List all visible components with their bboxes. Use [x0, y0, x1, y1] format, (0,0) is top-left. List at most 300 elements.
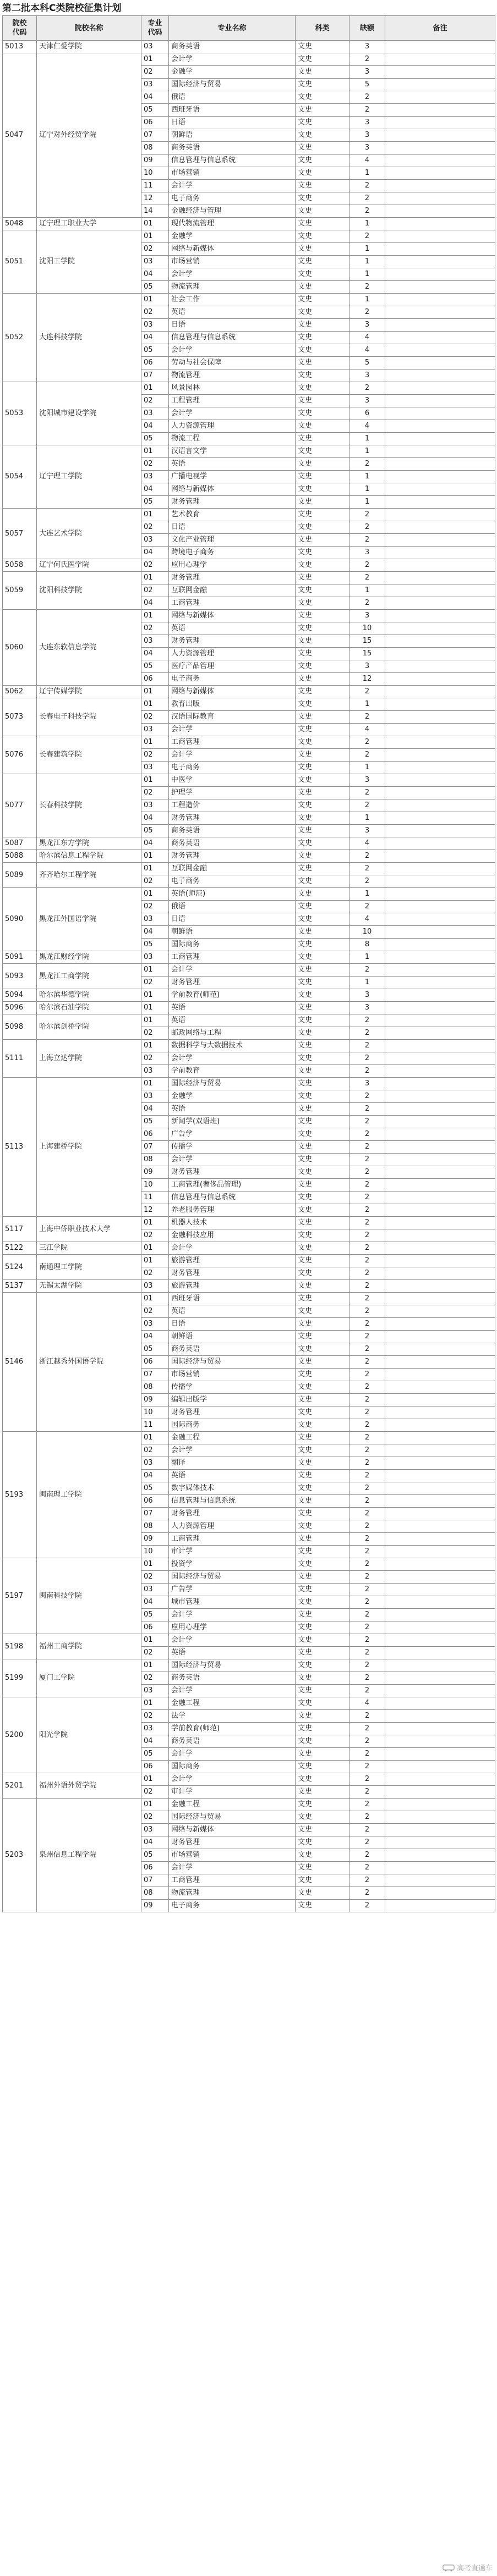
major-code-cell: 02 [141, 749, 169, 762]
major-name-cell: 人力资源管理 [169, 1520, 296, 1533]
major-name-cell: 日语 [169, 1318, 296, 1331]
remark-cell [385, 926, 495, 939]
remark-cell [385, 1014, 495, 1027]
major-code-cell: 05 [141, 660, 169, 673]
category-cell: 文史 [296, 1659, 349, 1672]
quota-cell: 2 [349, 1634, 385, 1647]
category-cell: 文史 [296, 344, 349, 357]
major-name-cell: 汉语国际教育 [169, 711, 296, 724]
quota-cell: 3 [349, 989, 385, 1002]
quota-cell: 2 [349, 509, 385, 521]
major-code-cell: 02 [141, 584, 169, 597]
major-name-cell: 会计学 [169, 180, 296, 192]
major-code-cell: 01 [141, 1040, 169, 1052]
major-code-cell: 03 [141, 1685, 169, 1697]
major-name-cell: 财务管理 [169, 572, 296, 584]
major-code-cell: 02 [141, 1786, 169, 1799]
remark-cell [385, 597, 495, 610]
major-code-cell: 03 [141, 1090, 169, 1103]
major-name-cell: 旅游管理 [169, 1280, 296, 1293]
quota-cell: 1 [349, 256, 385, 268]
major-name-cell: 俄语 [169, 901, 296, 913]
remark-cell [385, 1571, 495, 1584]
table-row [3, 1293, 495, 1305]
quota-cell: 1 [349, 243, 385, 256]
major-name-cell: 信息管理与信息系统 [169, 155, 296, 167]
table-row [3, 41, 495, 53]
category-cell: 文史 [296, 1229, 349, 1242]
remark-cell [385, 433, 495, 445]
major-name-cell: 金融学 [169, 1090, 296, 1103]
quota-cell: 2 [349, 1659, 385, 1672]
major-name-cell: 会计学 [169, 1685, 296, 1697]
category-cell: 文史 [296, 1672, 349, 1685]
quota-cell: 2 [349, 1141, 385, 1154]
major-code-cell: 04 [141, 1596, 169, 1609]
major-code-cell: 06 [141, 1761, 169, 1773]
major-code-cell: 01 [141, 863, 169, 875]
category-cell: 文史 [296, 1520, 349, 1533]
major-code-cell: 01 [141, 1255, 169, 1267]
remark-cell [385, 547, 495, 559]
category-cell: 文史 [296, 192, 349, 205]
school-code-cell: 5124 [3, 1255, 37, 1280]
quota-cell: 2 [349, 1103, 385, 1116]
major-name-cell: 数据科学与大数据技术 [169, 1040, 296, 1052]
major-code-cell: 05 [141, 433, 169, 445]
major-code-cell: 04 [141, 926, 169, 939]
category-cell: 文史 [296, 1824, 349, 1836]
major-name-cell: 养老服务管理 [169, 1204, 296, 1217]
major-code-cell: 01 [141, 964, 169, 977]
category-cell: 文史 [296, 913, 349, 926]
school-name-cell: 长春科技学院 [37, 774, 141, 837]
school-name-cell: 大连艺术学院 [37, 509, 141, 559]
category-cell: 文史 [296, 1103, 349, 1116]
quota-cell: 2 [349, 104, 385, 117]
category-cell: 文史 [296, 1836, 349, 1849]
category-cell: 文史 [296, 53, 349, 66]
table-row [3, 1280, 495, 1293]
major-name-cell: 市场营销 [169, 1369, 296, 1381]
school-code-cell: 5096 [3, 1002, 37, 1014]
quota-cell: 4 [349, 1697, 385, 1710]
major-name-cell: 网络与新媒体 [169, 483, 296, 496]
major-name-cell: 网络与新媒体 [169, 1824, 296, 1836]
major-code-cell: 09 [141, 1394, 169, 1406]
major-code-cell: 06 [141, 117, 169, 129]
major-name-cell: 学前教育 [169, 1065, 296, 1078]
major-name-cell: 跨境电子商务 [169, 547, 296, 559]
school-code-cell: 5051 [3, 230, 37, 294]
remark-cell [385, 1116, 495, 1128]
quota-cell: 2 [349, 686, 385, 698]
category-cell: 文史 [296, 1318, 349, 1331]
major-code-cell: 08 [141, 1887, 169, 1900]
school-code-cell: 5077 [3, 774, 37, 837]
school-name-cell: 长春电子科技学院 [37, 698, 141, 736]
remark-cell [385, 749, 495, 762]
major-name-cell: 网络与新媒体 [169, 610, 296, 622]
remark-cell [385, 180, 495, 192]
quota-cell: 2 [349, 1444, 385, 1457]
remark-cell [385, 1267, 495, 1280]
major-name-cell: 国际商务 [169, 939, 296, 951]
major-code-cell: 01 [141, 989, 169, 1002]
remark-cell [385, 1824, 495, 1836]
quota-cell: 2 [349, 1470, 385, 1482]
major-code-cell: 10 [141, 1179, 169, 1192]
school-name-cell: 辽宁理工职业大学 [37, 218, 141, 230]
remark-cell [385, 1141, 495, 1154]
major-name-cell: 财务管理 [169, 1267, 296, 1280]
remark-cell [385, 1761, 495, 1773]
quota-cell: 2 [349, 1723, 385, 1735]
watermark [443, 2562, 493, 2573]
remark-cell [385, 850, 495, 863]
quota-cell: 2 [349, 1394, 385, 1406]
remark-cell [385, 294, 495, 306]
quota-cell: 2 [349, 1040, 385, 1052]
category-cell: 文史 [296, 357, 349, 369]
table-row [3, 1558, 495, 1571]
remark-cell [385, 1546, 495, 1558]
quota-cell: 1 [349, 762, 385, 774]
major-name-cell: 广告学 [169, 1128, 296, 1141]
major-name-cell: 法学 [169, 1710, 296, 1723]
quota-cell: 2 [349, 1609, 385, 1621]
category-cell: 文史 [296, 1381, 349, 1394]
category-cell: 文史 [296, 1697, 349, 1710]
quota-cell: 2 [349, 1116, 385, 1128]
school-name-cell: 天津仁爱学院 [37, 41, 141, 53]
quota-cell: 2 [349, 1495, 385, 1508]
major-code-cell: 11 [141, 180, 169, 192]
remark-cell [385, 812, 495, 825]
quota-cell: 3 [349, 319, 385, 332]
major-code-cell: 09 [141, 1900, 169, 1912]
table-row [3, 1078, 495, 1090]
school-name-cell: 沈阳工学院 [37, 230, 141, 294]
remark-cell [385, 977, 495, 989]
quota-cell: 2 [349, 1128, 385, 1141]
remark-cell [385, 155, 495, 167]
quota-cell: 2 [349, 1305, 385, 1318]
major-code-cell: 12 [141, 1204, 169, 1217]
page-title: 第二批本科C类院校征集计划 [2, 3, 122, 14]
category-cell: 文史 [296, 1331, 349, 1343]
remark-cell [385, 66, 495, 79]
remark-cell [385, 1862, 495, 1874]
major-code-cell: 08 [141, 1154, 169, 1166]
major-code-cell: 01 [141, 1799, 169, 1811]
major-name-cell: 城市管理 [169, 1596, 296, 1609]
category-cell: 文史 [296, 1040, 349, 1052]
remark-cell [385, 218, 495, 230]
school-name-cell: 闽南理工学院 [37, 1432, 141, 1558]
major-code-cell: 09 [141, 1166, 169, 1179]
remark-cell [385, 1508, 495, 1520]
quota-cell: 2 [349, 1027, 385, 1040]
remark-cell [385, 41, 495, 53]
quota-cell: 2 [349, 1672, 385, 1685]
major-code-cell: 03 [141, 1824, 169, 1836]
remark-cell [385, 142, 495, 155]
quota-cell: 1 [349, 268, 385, 281]
category-cell: 文史 [296, 673, 349, 686]
quota-cell: 12 [349, 673, 385, 686]
quota-cell: 2 [349, 901, 385, 913]
category-cell: 文史 [296, 559, 349, 572]
remark-cell [385, 79, 495, 91]
quota-cell: 2 [349, 192, 385, 205]
category-cell: 文史 [296, 901, 349, 913]
major-name-cell: 艺术教育 [169, 509, 296, 521]
remark-cell [385, 205, 495, 218]
quota-cell: 2 [349, 1229, 385, 1242]
school-code-cell: 5093 [3, 964, 37, 989]
school-name-cell: 哈尔滨华德学院 [37, 989, 141, 1002]
category-cell: 文史 [296, 1647, 349, 1659]
category-cell: 文史 [296, 1546, 349, 1558]
remark-cell [385, 1052, 495, 1065]
major-name-cell: 西班牙语 [169, 104, 296, 117]
header-major-code: 专业 代码 [141, 16, 169, 41]
quota-cell: 2 [349, 1014, 385, 1027]
remark-cell [385, 1381, 495, 1394]
remark-cell [385, 53, 495, 66]
major-code-cell: 06 [141, 673, 169, 686]
major-code-cell: 04 [141, 420, 169, 433]
category-cell: 文史 [296, 1305, 349, 1318]
category-cell: 文史 [296, 749, 349, 762]
quota-cell: 2 [349, 306, 385, 319]
remark-cell [385, 357, 495, 369]
quota-cell: 5 [349, 79, 385, 91]
quota-cell: 2 [349, 1052, 385, 1065]
category-cell: 文史 [296, 509, 349, 521]
major-name-cell: 金融工程 [169, 1432, 296, 1444]
school-name-cell: 无锡太湖学院 [37, 1280, 141, 1293]
remark-cell [385, 1533, 495, 1546]
major-code-cell: 08 [141, 1381, 169, 1394]
school-code-cell: 5047 [3, 53, 37, 218]
quota-cell: 3 [349, 117, 385, 129]
major-code-cell: 11 [141, 1192, 169, 1204]
major-code-cell: 03 [141, 1065, 169, 1078]
header-school-name: 院校名称 [37, 16, 141, 41]
major-code-cell: 03 [141, 762, 169, 774]
category-cell: 文史 [296, 1356, 349, 1369]
category-cell: 文史 [296, 1723, 349, 1735]
major-name-cell: 会计学 [169, 1609, 296, 1621]
major-name-cell: 商务英语 [169, 41, 296, 53]
remark-cell [385, 736, 495, 749]
remark-cell [385, 1002, 495, 1014]
table-row [3, 698, 495, 711]
major-name-cell: 电子商务 [169, 192, 296, 205]
major-code-cell: 04 [141, 1836, 169, 1849]
major-name-cell: 电子商务 [169, 1900, 296, 1912]
category-cell: 文史 [296, 1419, 349, 1432]
remark-cell [385, 622, 495, 635]
major-code-cell: 04 [141, 547, 169, 559]
category-cell: 文史 [296, 1116, 349, 1128]
quota-cell: 3 [349, 66, 385, 79]
school-name-cell: 辽宁对外经贸学院 [37, 53, 141, 218]
category-cell: 文史 [296, 622, 349, 635]
major-name-cell: 学前教育(师范) [169, 989, 296, 1002]
major-code-cell: 09 [141, 1533, 169, 1546]
school-name-cell: 闽南科技学院 [37, 1558, 141, 1634]
major-name-cell: 国际经济与贸易 [169, 1356, 296, 1369]
quota-cell: 1 [349, 888, 385, 901]
table-row [3, 1773, 495, 1786]
major-name-cell: 信息管理与信息系统 [169, 332, 296, 344]
quota-cell: 1 [349, 698, 385, 711]
table-row [3, 686, 495, 698]
remark-cell [385, 496, 495, 509]
remark-cell [385, 1419, 495, 1432]
school-name-cell: 黑龙江外国语学院 [37, 888, 141, 951]
category-cell: 文史 [296, 79, 349, 91]
major-name-cell: 财务管理 [169, 850, 296, 863]
quota-cell: 2 [349, 1419, 385, 1432]
major-name-cell: 财务管理 [169, 1406, 296, 1419]
remark-cell [385, 610, 495, 622]
category-cell: 文史 [296, 129, 349, 142]
major-code-cell: 01 [141, 294, 169, 306]
major-code-cell: 04 [141, 812, 169, 825]
quota-cell: 2 [349, 1584, 385, 1596]
remark-cell [385, 1343, 495, 1356]
remark-cell [385, 1318, 495, 1331]
category-cell: 文史 [296, 888, 349, 901]
category-cell: 文史 [296, 1533, 349, 1546]
remark-cell [385, 901, 495, 913]
quota-cell: 3 [349, 1078, 385, 1090]
remark-cell [385, 445, 495, 458]
quota-cell: 2 [349, 1406, 385, 1419]
table-row [3, 888, 495, 901]
major-name-cell: 工程造价 [169, 799, 296, 812]
major-code-cell: 01 [141, 1659, 169, 1672]
major-name-cell: 翻译 [169, 1457, 296, 1470]
category-cell: 文史 [296, 698, 349, 711]
category-cell: 文史 [296, 1799, 349, 1811]
table-row [3, 1014, 495, 1027]
category-cell: 文史 [296, 1343, 349, 1356]
school-name-cell: 上海中侨职业技术大学 [37, 1217, 141, 1242]
quota-cell: 2 [349, 1255, 385, 1267]
quota-cell: 2 [349, 1065, 385, 1078]
category-cell: 文史 [296, 104, 349, 117]
table-row [3, 1242, 495, 1255]
school-name-cell: 哈尔滨信息工程学院 [37, 850, 141, 863]
school-code-cell: 5137 [3, 1280, 37, 1293]
table-row [3, 989, 495, 1002]
remark-cell [385, 1811, 495, 1824]
major-code-cell: 03 [141, 407, 169, 420]
quota-cell: 2 [349, 1267, 385, 1280]
major-code-cell: 03 [141, 1457, 169, 1470]
remark-cell [385, 407, 495, 420]
major-name-cell: 朝鲜语 [169, 129, 296, 142]
category-cell: 文史 [296, 332, 349, 344]
major-code-cell: 01 [141, 382, 169, 395]
category-cell: 文史 [296, 989, 349, 1002]
category-cell: 文史 [296, 686, 349, 698]
table-row [3, 736, 495, 749]
major-name-cell: 物流管理 [169, 369, 296, 382]
remark-cell [385, 1672, 495, 1685]
school-name-cell: 长春建筑学院 [37, 736, 141, 774]
major-name-cell: 电子商务 [169, 673, 296, 686]
category-cell: 文史 [296, 1090, 349, 1103]
major-code-cell: 07 [141, 1508, 169, 1520]
remark-cell [385, 1128, 495, 1141]
category-cell: 文史 [296, 1141, 349, 1154]
major-name-cell: 应用心理学 [169, 1621, 296, 1634]
major-code-cell: 02 [141, 787, 169, 799]
category-cell: 文史 [296, 483, 349, 496]
major-name-cell: 市场营销 [169, 1849, 296, 1862]
quota-cell: 4 [349, 724, 385, 736]
quota-cell: 2 [349, 1508, 385, 1520]
quota-cell: 2 [349, 1343, 385, 1356]
category-cell: 文史 [296, 1811, 349, 1824]
quota-cell: 5 [349, 357, 385, 369]
category-cell: 文史 [296, 1862, 349, 1874]
major-code-cell: 01 [141, 1432, 169, 1444]
quota-cell: 2 [349, 1596, 385, 1609]
table-row [3, 1799, 495, 1811]
major-code-cell: 14 [141, 205, 169, 218]
category-cell: 文史 [296, 1065, 349, 1078]
major-name-cell: 工商管理 [169, 951, 296, 964]
remark-cell [385, 458, 495, 471]
watermark-text: 高考直通车 [456, 2564, 493, 2573]
major-name-cell: 日语 [169, 117, 296, 129]
category-cell: 文史 [296, 117, 349, 129]
quota-cell: 10 [349, 926, 385, 939]
remark-cell [385, 1786, 495, 1799]
quota-cell: 2 [349, 1887, 385, 1900]
quota-cell: 2 [349, 1369, 385, 1381]
quota-cell: 1 [349, 433, 385, 445]
major-code-cell: 02 [141, 1710, 169, 1723]
major-name-cell: 金融工程 [169, 1799, 296, 1811]
major-name-cell: 编辑出版学 [169, 1394, 296, 1406]
quota-cell: 2 [349, 1242, 385, 1255]
remark-cell [385, 673, 495, 686]
remark-cell [385, 230, 495, 243]
remark-cell [385, 1356, 495, 1369]
major-code-cell: 04 [141, 597, 169, 610]
quota-cell: 4 [349, 837, 385, 850]
major-code-cell: 02 [141, 1811, 169, 1824]
major-name-cell: 商务英语 [169, 142, 296, 155]
school-code-cell: 5122 [3, 1242, 37, 1255]
major-code-cell: 06 [141, 1621, 169, 1634]
quota-cell: 2 [349, 205, 385, 218]
category-cell: 文史 [296, 407, 349, 420]
category-cell: 文史 [296, 1154, 349, 1166]
quota-cell: 3 [349, 395, 385, 407]
major-name-cell: 国际商务 [169, 1761, 296, 1773]
major-name-cell: 西班牙语 [169, 1293, 296, 1305]
remark-cell [385, 913, 495, 926]
